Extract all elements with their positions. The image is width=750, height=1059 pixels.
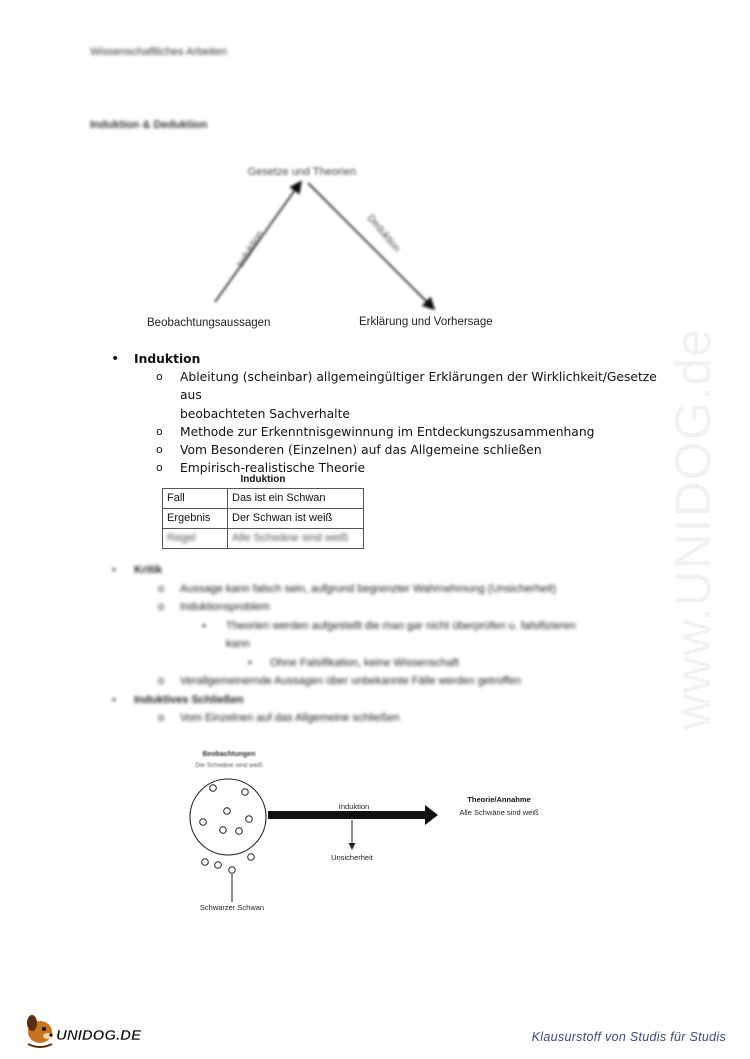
induktion-section	[108, 350, 668, 478]
table-row	[163, 529, 364, 549]
table-row	[163, 489, 364, 509]
list-item-text: kann	[226, 638, 250, 650]
list-item: o Verallgemeinernde Aussagen über unbekannte Fälle werden getroffen	[108, 672, 668, 691]
swan-dot	[200, 819, 207, 826]
induktion-table	[162, 488, 364, 549]
induction-deduction-diagram	[130, 150, 550, 340]
bullet-induktion	[108, 350, 668, 478]
unidog-logo	[22, 1010, 162, 1050]
diagram-left-label: Beobachtungsaussagen	[147, 317, 271, 329]
section-title: Induktion & Deduktion	[90, 119, 208, 131]
swan-dot	[242, 789, 249, 796]
theory-text: Alle Schwäne sind weiß	[459, 808, 539, 817]
table-caption: Induktion	[240, 474, 286, 485]
list-item-text: Vom Besonderen (Einzelnen) auf das Allgemeine schließen	[180, 443, 542, 458]
list-item: o Induktionsproblem	[108, 598, 668, 617]
list-item-text: Ableitung (scheinbar) allgemeingültiger Erklärungen der Wirklichkeit/Gesetze aus	[180, 370, 657, 403]
diagram-top-label: Gesetze und Theorien	[247, 166, 357, 178]
list-item-text: Induktionsproblem	[180, 601, 270, 613]
swan-dot	[210, 785, 217, 792]
induktion-table-wrap	[162, 472, 364, 549]
observations-circle	[190, 779, 266, 855]
swan-dot	[236, 828, 243, 835]
page-header: Wissenschaftliches Arbeiten	[90, 46, 227, 58]
diagram-right-label: Erklärung und Vorhersage	[359, 316, 493, 328]
swan-dot	[220, 827, 227, 834]
induktion-heading: Induktion	[134, 352, 201, 366]
swan-dot	[202, 859, 209, 866]
kritik-section	[108, 561, 668, 728]
list-item-text: Empirisch-realistische Theorie	[180, 461, 366, 476]
table-row	[163, 509, 364, 529]
watermark	[620, 280, 740, 740]
list-item-text: Methode zur Erkenntnisgewinnung im Entdeckungszusammenhang	[180, 424, 595, 439]
table-cell: Der Schwan ist weiß	[228, 509, 364, 529]
swan-dot	[229, 867, 236, 874]
theory-title: Theorie/Annahme	[467, 795, 531, 804]
list-item: ▪ Theorien werden aufgestellt die man gar nicht überprüfen u. falsifizieren	[108, 617, 668, 636]
arrow-label-induktion: Induktion	[338, 802, 370, 811]
list-item: o Vom Einzelnen auf das Allgemeine schließen	[108, 709, 668, 728]
list-item: o Aussage kann falsch sein, aufgrund begrenzter Wahrnehmung (Unsicherheit)	[108, 580, 668, 599]
list-item	[134, 368, 668, 423]
logo-text: UNIDOG.DE	[56, 1027, 142, 1044]
list-item-text: Aussage kann falsch sein, aufgrund begrenzter Wahrnehmung (Unsicherheit)	[180, 582, 557, 595]
list-item	[134, 441, 668, 459]
dog-icon	[27, 1015, 53, 1047]
table-cell: Regel	[163, 529, 228, 549]
deduction-arrow	[308, 183, 433, 308]
swan-induction-diagram	[170, 740, 590, 930]
list-item-text: Ohne Falsifikation, keine Wissenschaft	[270, 656, 459, 669]
list-item	[108, 635, 668, 654]
list-item-text: Theorien werden aufgestellt die man gar nicht überprüfen u. falsifizieren	[226, 619, 576, 632]
swan-dot	[215, 862, 222, 869]
table-cell: Das ist ein Schwan	[228, 489, 364, 509]
observations-subtitle: Die Schwäne sind weiß	[195, 762, 263, 769]
uncertainty-label: Unsicherheit	[331, 853, 373, 862]
swan-dot	[246, 816, 253, 823]
list-item-text: Verallgemeinernde Aussagen über unbekannte Fälle werden getroffen	[180, 675, 522, 687]
table-cell: Fall	[163, 489, 228, 509]
deduction-arrow-label: Deduktion	[364, 212, 403, 255]
swan-dot	[224, 808, 231, 815]
induction-arrow-label: Induktion	[235, 229, 267, 270]
kritik-heading-2: Induktives Schließen	[134, 693, 244, 706]
footer-tagline: Klausurstoff von Studis für Studis	[531, 1030, 726, 1044]
list-item: • Induktives Schließen	[108, 691, 668, 710]
kritik-heading: Kritik	[134, 564, 163, 576]
table-cell: Ergebnis	[163, 509, 228, 529]
black-swan-label: Schwarzer Schwan	[199, 903, 265, 912]
white-swans	[200, 785, 255, 874]
swan-dot	[248, 854, 255, 861]
list-item-text: beobachteten Sachverhalte	[180, 406, 350, 421]
list-item	[134, 423, 668, 441]
list-item: • Kritik	[108, 561, 668, 580]
list-item: • Ohne Falsifikation, keine Wissenschaft	[108, 654, 668, 673]
watermark-text: www.UNIDOG.de	[665, 328, 721, 730]
list-item-text: Vom Einzelnen auf das Allgemeine schließen	[180, 712, 400, 724]
table-cell: Alle Schwäne sind weiß	[228, 529, 364, 549]
observations-title: Beobachtungen	[202, 751, 256, 758]
